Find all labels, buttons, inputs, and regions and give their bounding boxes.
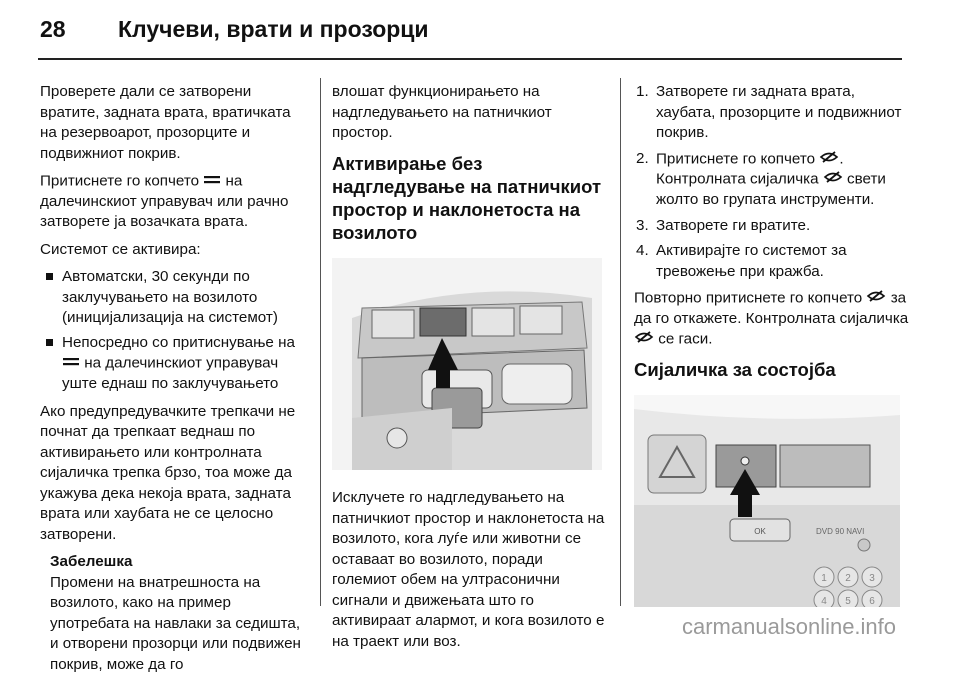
column-1 [40,82,308,675]
column-divider-1 [320,78,321,606]
no-sensor-icon [866,288,886,309]
no-sensor-icon [634,329,654,350]
activation-list [40,267,308,394]
column-divider-2 [620,78,621,606]
watermark: carmanualsonline.info [682,614,897,639]
keypad-label: 6 [869,596,875,608]
keypad-label: 2 [845,573,851,585]
page-title: Клучеви, врати и прозорци [118,16,429,42]
dashboard-illustration [634,395,900,607]
overhead-console-illustration [332,258,602,470]
keypad-label: 3 [869,573,875,585]
dashboard-panel-figure [634,395,912,614]
list-item: 4. Активирајте го системот за тревожење при кражба. [636,242,847,280]
bullet-square-icon [46,273,53,280]
note-box [40,552,308,675]
keypad-label: 5 [845,596,851,608]
list-item: 1. Затворете ги задната врата, хаубата, прозорците и подвижниот покрив. [636,83,902,141]
keypad-label: 1 [821,573,827,585]
lock-bars-icon [203,171,221,192]
ok-label: OK [754,527,766,537]
paragraph-continuation: влошат функционирањето на надгледувањето на патничкиот простор. [332,83,552,141]
paragraph-deactivate-monitoring: Исклучете го надгледувањето на патничкиот простор и наклонетоста на возилото, кога луѓе или животни се оставаат во возилото, поради големиот обем на ултрасонични сигнали и движењата што го активираат алармот, и кога возилото е на траект или воз. [332,489,605,650]
no-sensor-icon [823,169,843,190]
paragraph-check-doors: Проверете дали се затворени вратите, задната врата, вратичката на резервоарот, прозорците и подвижниот покрив. [40,83,291,162]
steps-list [634,82,912,282]
column-2 [332,82,610,659]
list-item: Непосредно со притиснување на на далечинскиот управувач уште еднаш по заклучувањето [40,333,308,395]
paragraph-press-button: Притиснете го копчето на далечинскиот управувач или рачно затворете ја возачката врата. [40,172,289,231]
paragraph-system-activates: Системот се активира: [40,240,201,258]
list-item: 2. Притиснете го копчето . Контролната сијаличка свети жолто во групата инструменти. [636,149,886,209]
section-heading-activation: Активирање без надгледување на патничкиот простор и наклонетоста на возилото [332,152,602,243]
roof-console-figure [332,258,610,477]
model-label: DVD 90 NAVI [816,527,865,537]
no-sensor-icon [819,149,839,170]
column-3 [634,82,912,626]
page-number: 28 [40,16,66,42]
note-title: Забелешка [50,553,133,571]
paragraph-cancel: Повторно притиснете го копчето за да го откажете. Контролната сијаличка се гаси. [634,288,912,350]
keypad-label: 4 [821,596,827,608]
list-item: 3. Затворете ги вратите. [636,216,811,234]
list-item: Автоматски, 30 секунди по заклучувањето на возилото (иницијализација на системот) [40,267,308,329]
bullet-square-icon [46,339,53,346]
lock-bars-icon [62,353,80,374]
header-rule [38,58,902,60]
note-text: Промени на внатрешноста на возилото, како на пример употребата на навлаки за седишта, и отворени прозорци или подвижен покрив, може да го [50,573,301,673]
paragraph-warning-flashers: Ако предупредувачките трепкачи не почнат да трепкаат веднаш по активирањето или контролната сијаличка трепка брзо, тоа може да укажува дека некоја врата, задната врата или хаубата не се целосно затворени. [40,402,296,543]
section-heading-status-led: Сијаличка за состојба [634,359,836,381]
